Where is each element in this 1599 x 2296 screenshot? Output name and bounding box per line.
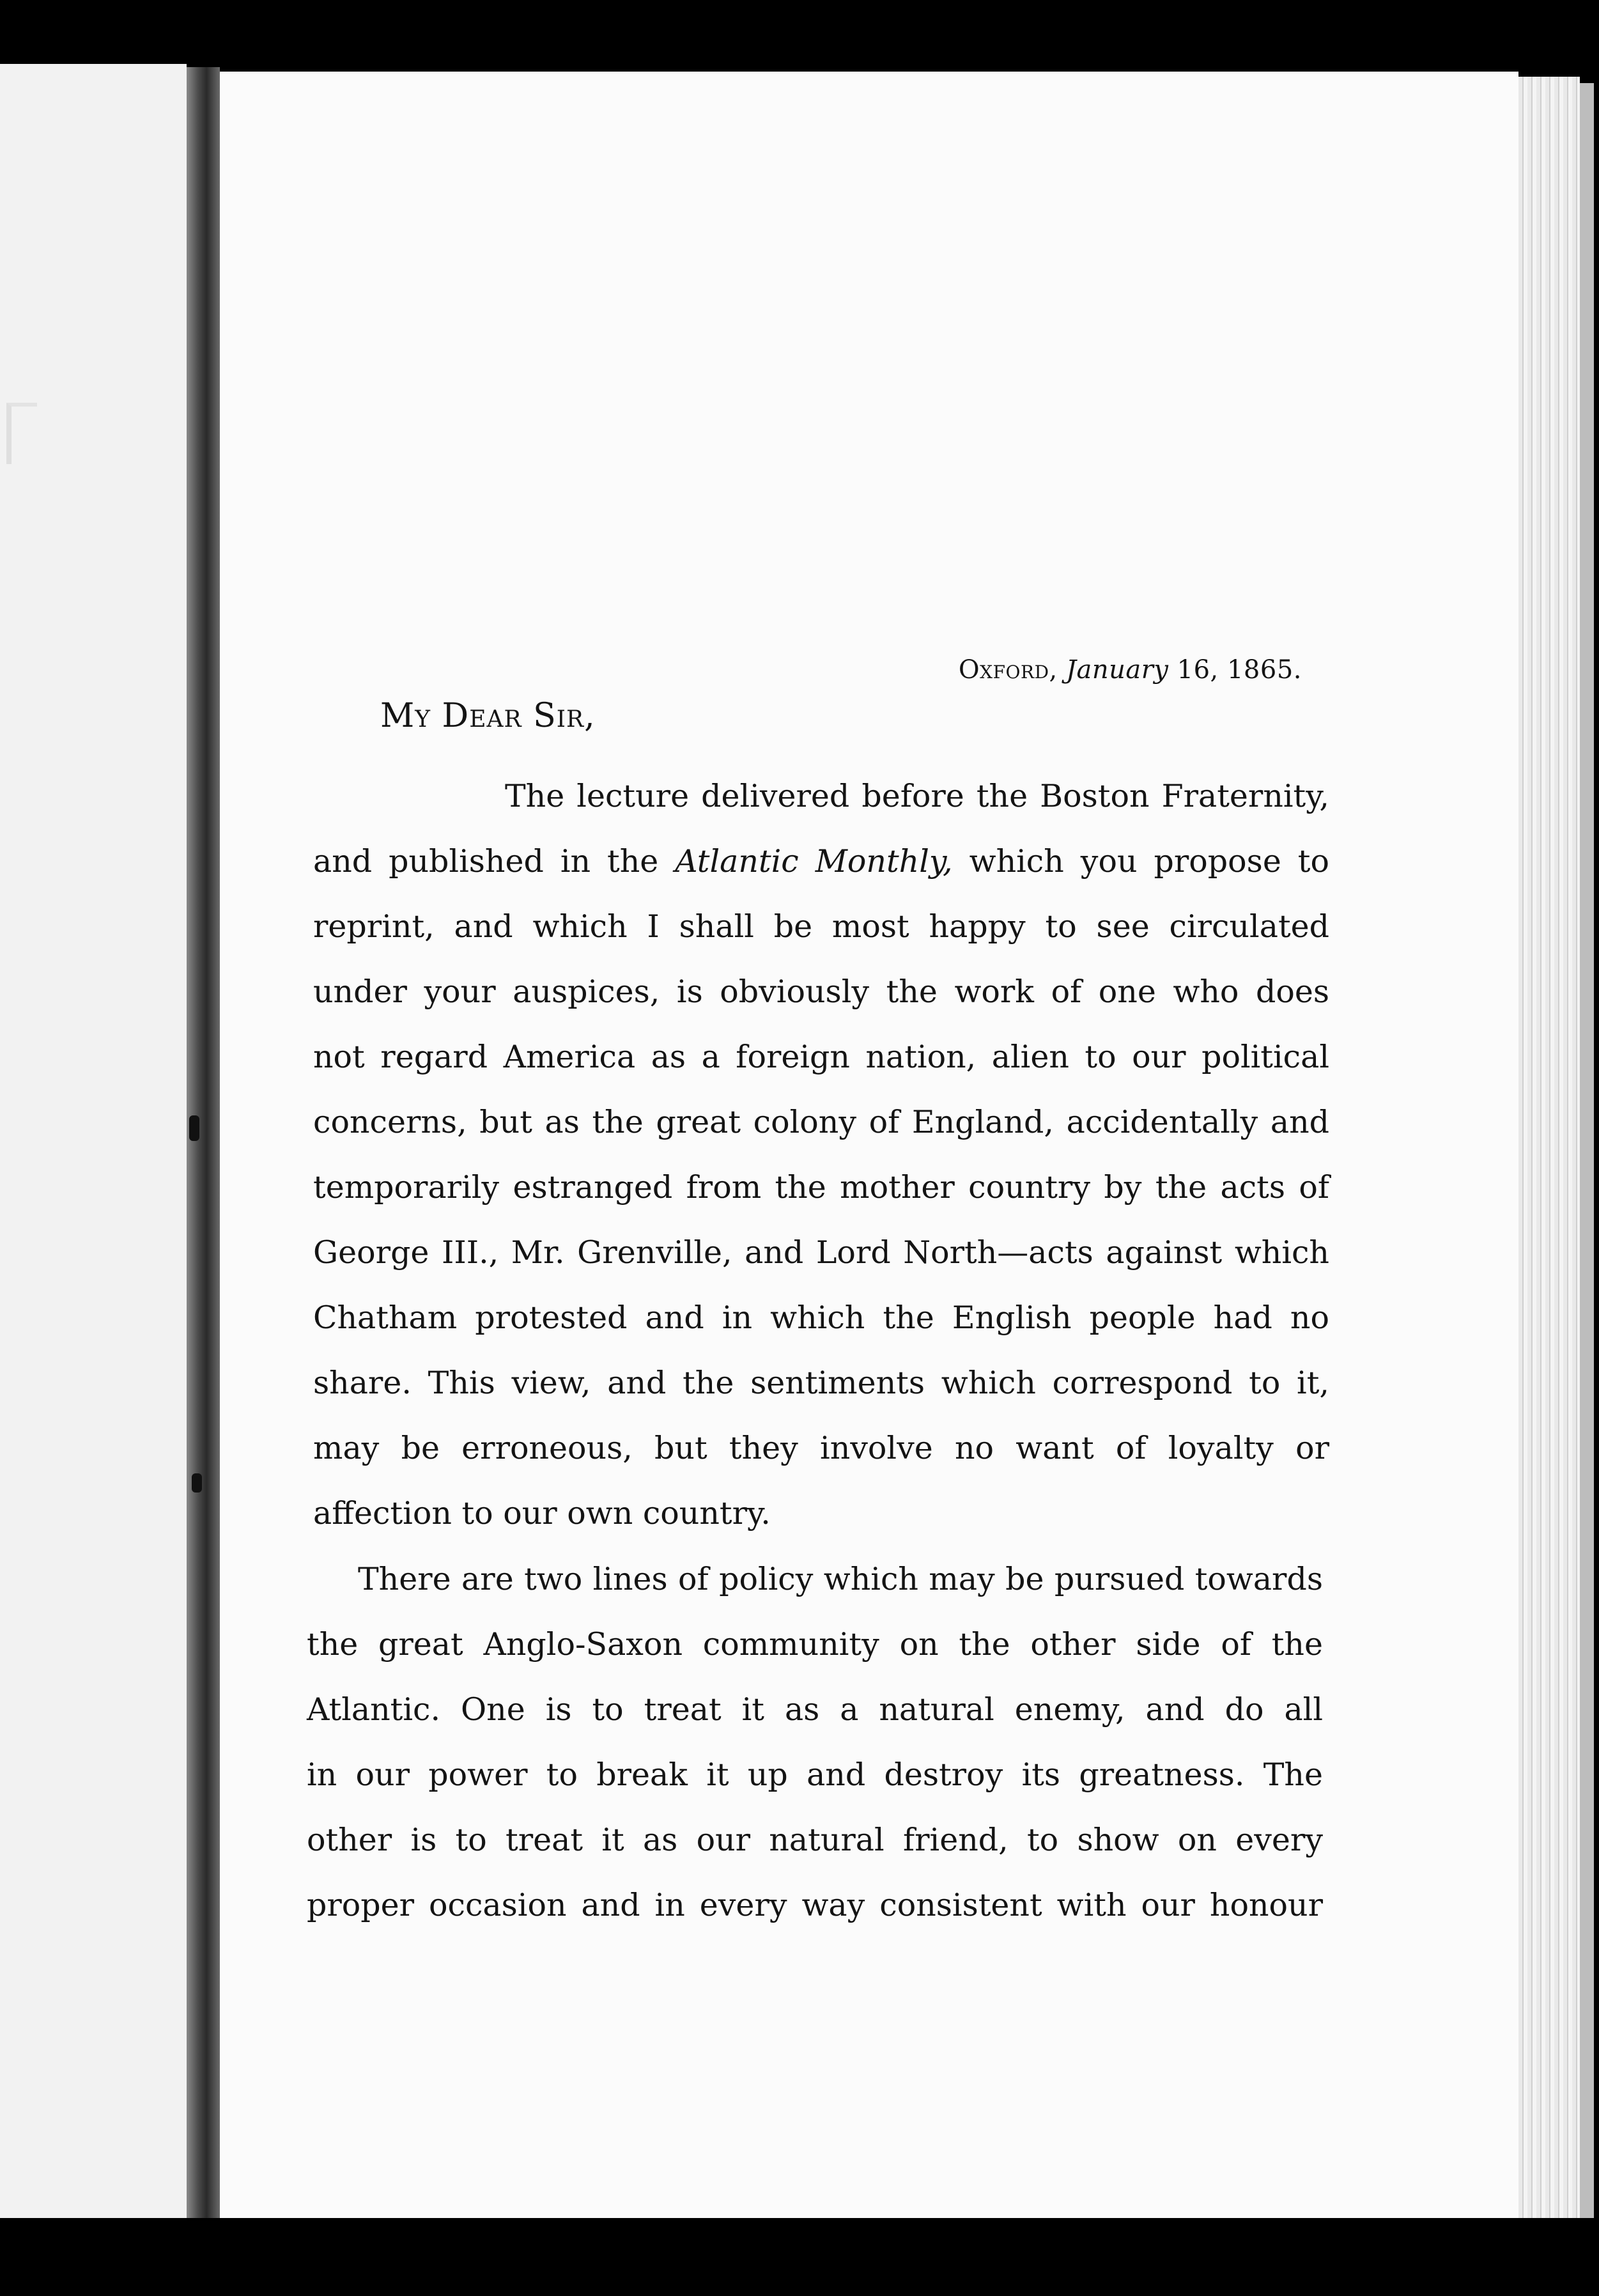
paragraph-line: proper occasion and in every way consistent with our honour: [307, 1887, 1323, 1923]
paragraph-1: [313, 764, 1329, 1546]
paragraph-line: Chatham protested and in which the English people had no: [313, 1299, 1329, 1336]
facing-page-left: [0, 64, 187, 2218]
scan-top-border: [0, 0, 1599, 64]
paragraph-line: The lecture delivered before the Boston Fraternity,: [505, 778, 1329, 814]
paragraph-line: the great Anglo-Saxon community on the other side of the: [307, 1626, 1323, 1663]
paragraph-line: not regard America as a foreign nation, alien to our political: [313, 1039, 1329, 1075]
page-edges-shadow: [1580, 83, 1594, 2218]
line-segment: which you propose to: [952, 843, 1329, 880]
scan-bottom-border: [0, 2218, 1599, 2296]
bleed-through-mark: [6, 403, 37, 464]
paragraph-line: may be erroneous, but they involve no want of loyalty or: [313, 1430, 1329, 1466]
gutter-notch: [192, 1473, 202, 1493]
paragraph-line: share. This view, and the sentiments which correspond to it,: [313, 1365, 1329, 1401]
dateline-place: Oxford,: [958, 655, 1058, 685]
paragraph-line: reprint, and which I shall be most happy to see circulated: [313, 908, 1329, 945]
gutter-notch: [189, 1115, 199, 1141]
paragraph-line: George III., Mr. Grenville, and Lord North—acts against which: [313, 1234, 1329, 1271]
periodical-title: Atlantic Monthly,: [675, 843, 953, 880]
paragraph-line: other is to treat it as our natural friend, to show on every: [307, 1822, 1323, 1858]
paragraph-line: in our power to break it up and destroy its greatness. The: [307, 1757, 1323, 1793]
paragraph-line: under your auspices, is obviously the work of one who does: [313, 973, 1329, 1010]
book-gutter: [187, 67, 220, 2218]
letter-dateline: [959, 655, 1302, 685]
line-segment: and published in the: [313, 843, 676, 880]
paragraph-line: temporarily estranged from the mother country by the acts of: [313, 1169, 1329, 1206]
paragraph-2: [307, 1547, 1323, 1938]
page-edges: [1518, 77, 1580, 2218]
letter-salutation: My Dear Sir,: [380, 697, 596, 735]
paragraph-line: There are two lines of policy which may be pursued towards: [358, 1561, 1323, 1597]
paragraph-line: affection to our own country.: [313, 1495, 771, 1532]
dateline-month: January: [1065, 655, 1169, 685]
paragraph-line: Atlantic. One is to treat it as a natural enemy, and do all: [307, 1691, 1323, 1728]
dateline-day-year: 16, 1865.: [1177, 655, 1302, 685]
paragraph-line: [313, 829, 1329, 894]
paragraph-line: concerns, but as the great colony of England, accidentally and: [313, 1104, 1329, 1140]
